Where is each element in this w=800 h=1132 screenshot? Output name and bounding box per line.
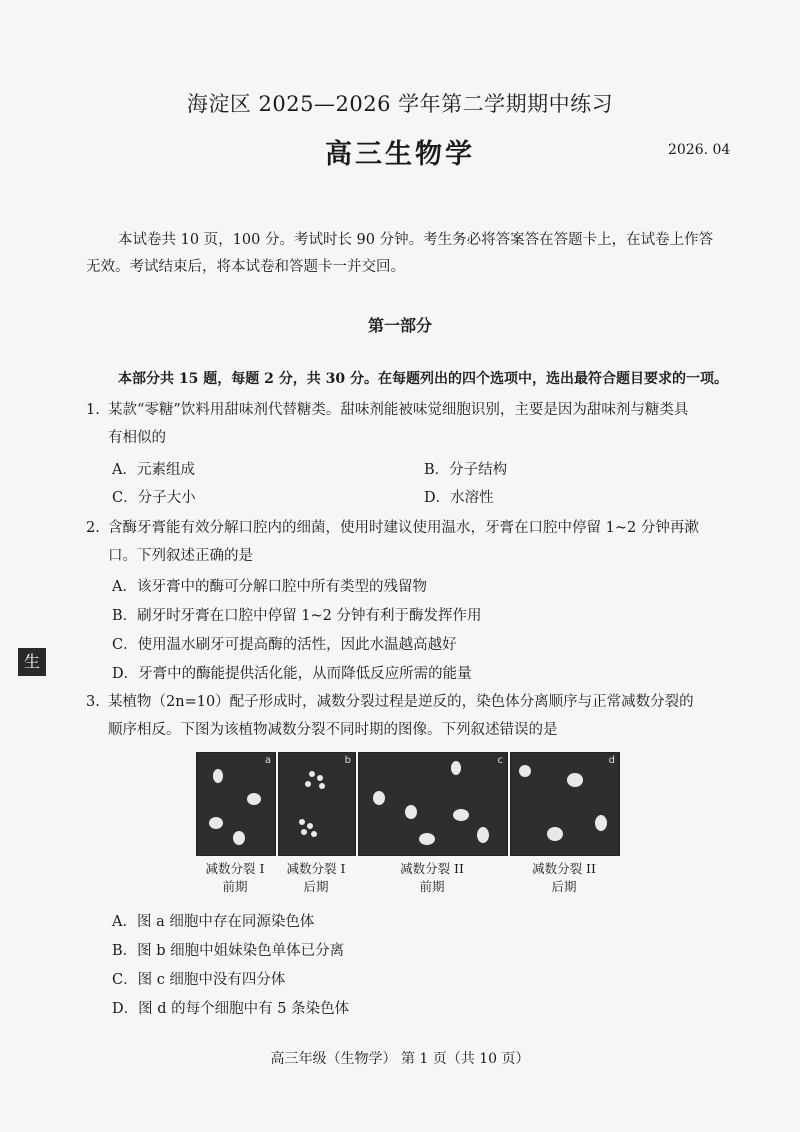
option-a: A．元素组成 [112, 462, 195, 478]
question-number: 3. [86, 694, 100, 710]
panel-label: c [497, 755, 503, 766]
caption-line-1: 减数分裂 II [400, 861, 464, 876]
question-2 [86, 514, 726, 570]
panel-label: a [264, 755, 271, 766]
question-stem: 某款“零糖”饮料用甜味剂代替糖类。甜味剂能被味觉细胞识别，主要是因为甜味剂与糖类具 [108, 402, 689, 418]
caption-line-2: 前期 [222, 879, 248, 894]
intro-paragraph: 本试卷共 10 页，100 分。考试时长 90 分钟。考生务必将答案答在答题卡上，在试卷上作答无效。考试结束后，将本试卷和答题卡一并交回。 [86, 232, 714, 275]
panel-label: b [344, 755, 351, 766]
option-c: C．分子大小 [112, 490, 196, 506]
exam-date: 2026. 04 [668, 142, 731, 158]
panel-label: d [608, 755, 615, 766]
caption-line-1: 减数分裂 II [532, 861, 596, 876]
question-stem: 某植物（2n=10）配子形成时，减数分裂过程是逆反的，染色体分离顺序与正常减数分裂的 [108, 694, 694, 710]
caption-line-1: 减数分裂 I [205, 861, 265, 876]
question-number: 1. [86, 402, 100, 418]
question-number: 2. [86, 520, 100, 536]
part-instruction: 本部分共 15 题，每题 2 分，共 30 分。在每题列出的四个选项中，选出最符合题目要求的一项。 [118, 371, 728, 387]
caption-line-2: 后期 [551, 879, 577, 894]
option-b: B．图 b 细胞中姐妹染色单体已分离 [112, 943, 345, 959]
subject-title: 高三生物学 [325, 139, 475, 170]
micrograph-d [510, 752, 620, 856]
caption-b [270, 860, 362, 896]
question-stem: 含酶牙膏能有效分解口腔内的细菌，使用时建议使用温水，牙膏在口腔中停留 1~2 分钟再漱 [108, 520, 699, 536]
option-b: B．刷牙时牙膏在口腔中停留 1~2 分钟有利于酶发挥作用 [112, 608, 482, 624]
option-d: D．牙膏中的酶能提供活化能，从而降低反应所需的能量 [112, 666, 472, 682]
option-b: B．分子结构 [424, 462, 508, 478]
option-d: D．水溶性 [424, 490, 494, 506]
exam-title: 海淀区 2025—2026 学年第二学期期中练习 [186, 92, 614, 116]
question-stem-continued: 有相似的 [108, 430, 166, 446]
question-3 [86, 688, 726, 744]
micrograph-a [196, 752, 276, 856]
option-c: C．使用温水刷牙可提高酶的活性，因此水温越高越好 [112, 637, 457, 653]
micrograph-c [358, 752, 508, 856]
option-a: A．图 a 细胞中存在同源染色体 [112, 914, 315, 930]
caption-line-1: 减数分裂 I [286, 861, 346, 876]
question-stem-continued: 口。下列叙述正确的是 [108, 548, 253, 564]
question-1 [86, 396, 726, 452]
option-c: C．图 c 细胞中没有四分体 [112, 972, 286, 988]
caption-c [382, 860, 482, 896]
caption-d [514, 860, 614, 896]
subject-side-tab: 生 [18, 648, 46, 676]
caption-a [188, 860, 282, 896]
question-stem-continued: 顺序相反。下图为该植物减数分裂不同时期的图像。下列叙述错误的是 [108, 722, 558, 738]
option-d: D．图 d 的每个细胞中有 5 条染色体 [112, 1001, 350, 1017]
page-footer: 高三年级（生物学） 第 1 页（共 10 页） [270, 1051, 530, 1067]
micrograph-b [278, 752, 356, 856]
part-title: 第一部分 [367, 316, 432, 335]
option-a: A．该牙膏中的酶可分解口腔中所有类型的残留物 [112, 579, 427, 595]
caption-line-2: 后期 [303, 879, 329, 894]
caption-line-2: 前期 [419, 879, 445, 894]
